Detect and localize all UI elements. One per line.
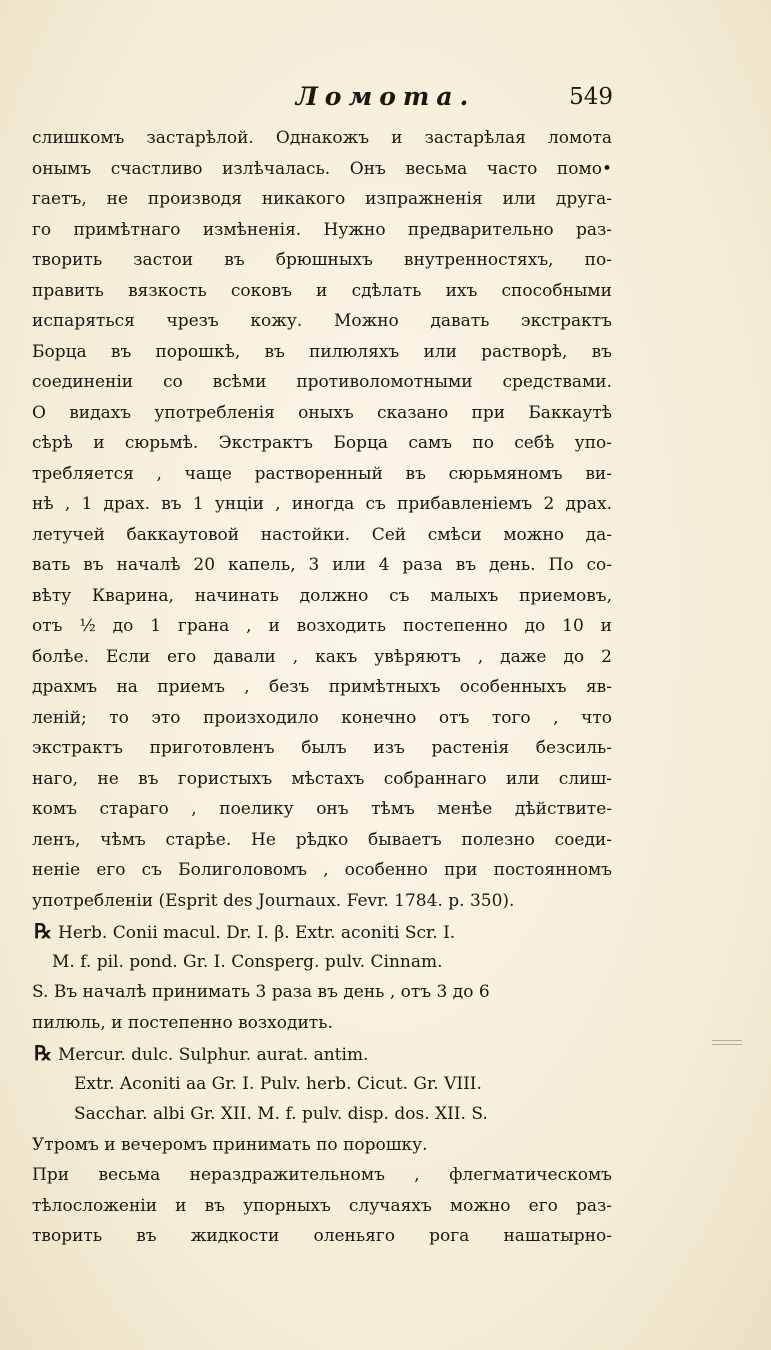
text-line: требляется , чаще растворенный въ сюрьмяномъ ви-	[32, 463, 612, 484]
text-line: экстрактъ приготовленъ былъ изъ растенія безсиль-	[32, 738, 612, 758]
text-line: слишкомъ застарѣлой. Однакожъ и застарѣлая ломота	[32, 128, 612, 148]
body-text	[32, 123, 612, 1252]
text-line: творить застои въ брюшныхъ внутренностяхъ, по-	[32, 250, 612, 270]
text-line: гаетъ, не производя никакого изпражненія или друга-	[32, 189, 612, 209]
page-number: 549	[569, 84, 613, 110]
text-line: творить въ жидкости оленьяго рога нашатырно-	[32, 1226, 612, 1246]
text-line: соединеніи со всѣми противоломотными средствами.	[32, 372, 612, 392]
text-line: леній; то это произходило конечно отъ того , что	[32, 707, 612, 728]
running-head: Ломота.	[295, 82, 476, 111]
text-line: нѣ , 1 драх. въ 1 унціи , иногда съ прибавленіемъ 2 драх.	[32, 494, 612, 514]
recipe-2-line-4: Утромъ и вечеромъ принимать по порошку.	[32, 1134, 428, 1155]
recipe-text: Mercur. dulc. Sulphur. aurat. antim.	[58, 1045, 369, 1065]
recipe-1-line-1	[32, 916, 612, 947]
text-line: тѣлосложеніи и въ упорныхъ случаяхъ можно его раз-	[32, 1195, 612, 1216]
text-line: При весьма нераздражительномъ , флегматическомъ	[32, 1165, 612, 1185]
text-line: онымъ счастливо излѣчалась. Онъ весьма часто помо•	[32, 158, 612, 179]
text-line: наго, не въ гористыхъ мѣстахъ собраннаго или слиш-	[32, 768, 612, 789]
text-line: О видахъ употребленія оныхъ сказано при Баккаутѣ	[32, 402, 612, 423]
recipe-2-line-2: Extr. Aconiti aa Gr. I. Pulv. herb. Cicut. Gr. VIII.	[74, 1073, 482, 1094]
text-line: Борца въ порошкѣ, въ пилюляхъ или растворѣ, въ	[32, 341, 612, 362]
recipe-text: Herb. Conii macul. Dr. I. β. Extr. aconiti Scr. I.	[58, 923, 456, 943]
margin-mark	[712, 1037, 742, 1047]
text-line: болѣе. Если его давали , какъ увѣряютъ , даже до 2	[32, 646, 612, 667]
text-line: го примѣтнаго измѣненія. Нужно предварительно раз-	[32, 219, 612, 240]
recipe-symbol: ℞	[34, 919, 52, 943]
text-line: неніе его съ Болиголовомъ , особенно при постоянномъ	[32, 860, 612, 880]
text-line: вать въ началѣ 20 капель, 3 или 4 раза въ день. По со-	[32, 555, 612, 575]
recipe-1-line-3: S. Въ началѣ принимать 3 раза въ день , отъ 3 до 6	[32, 982, 490, 1002]
text-line: отъ ½ до 1 грана , и возходить постепенно до 10 и	[32, 616, 612, 636]
text-line: летучей баккаутовой настойки. Сей смѣси можно да-	[32, 524, 612, 545]
page-header	[0, 80, 771, 120]
recipe-2-line-3: Sacchar. albi Gr. XII. M. f. pulv. disp. dos. XII. S.	[74, 1104, 488, 1124]
text-line: вѣту Кварина, начинать должно съ малыхъ приемовъ,	[32, 585, 612, 606]
text-line: ленъ, чѣмъ старѣе. Не рѣдко бываетъ полезно соеди-	[32, 829, 612, 850]
text-line: драхмъ на приемъ , безъ примѣтныхъ особенныхъ яв-	[32, 677, 612, 697]
text-line: испаряться чрезъ кожу. Можно давать экстрактъ	[32, 311, 612, 331]
text-line: сѣрѣ и сюрьмѣ. Экстрактъ Борца самъ по себѣ упо-	[32, 433, 612, 453]
recipe-1-line-2: M. f. pil. pond. Gr. I. Consperg. pulv. Cinnam.	[52, 951, 443, 972]
recipe-2-line-1	[32, 1038, 612, 1069]
text-line: комъ стараго , поелику онъ тѣмъ менѣе дѣйствите-	[32, 799, 612, 819]
text-line: употребленіи (Esprit des Journaux. Fevr. 1784. p. 350).	[32, 890, 515, 911]
text-line: править вязкость соковъ и сдѣлать ихъ способными	[32, 280, 612, 301]
recipe-1-line-4: пилюль, и постепенно возходить.	[32, 1012, 333, 1033]
recipe-symbol: ℞	[34, 1041, 52, 1065]
